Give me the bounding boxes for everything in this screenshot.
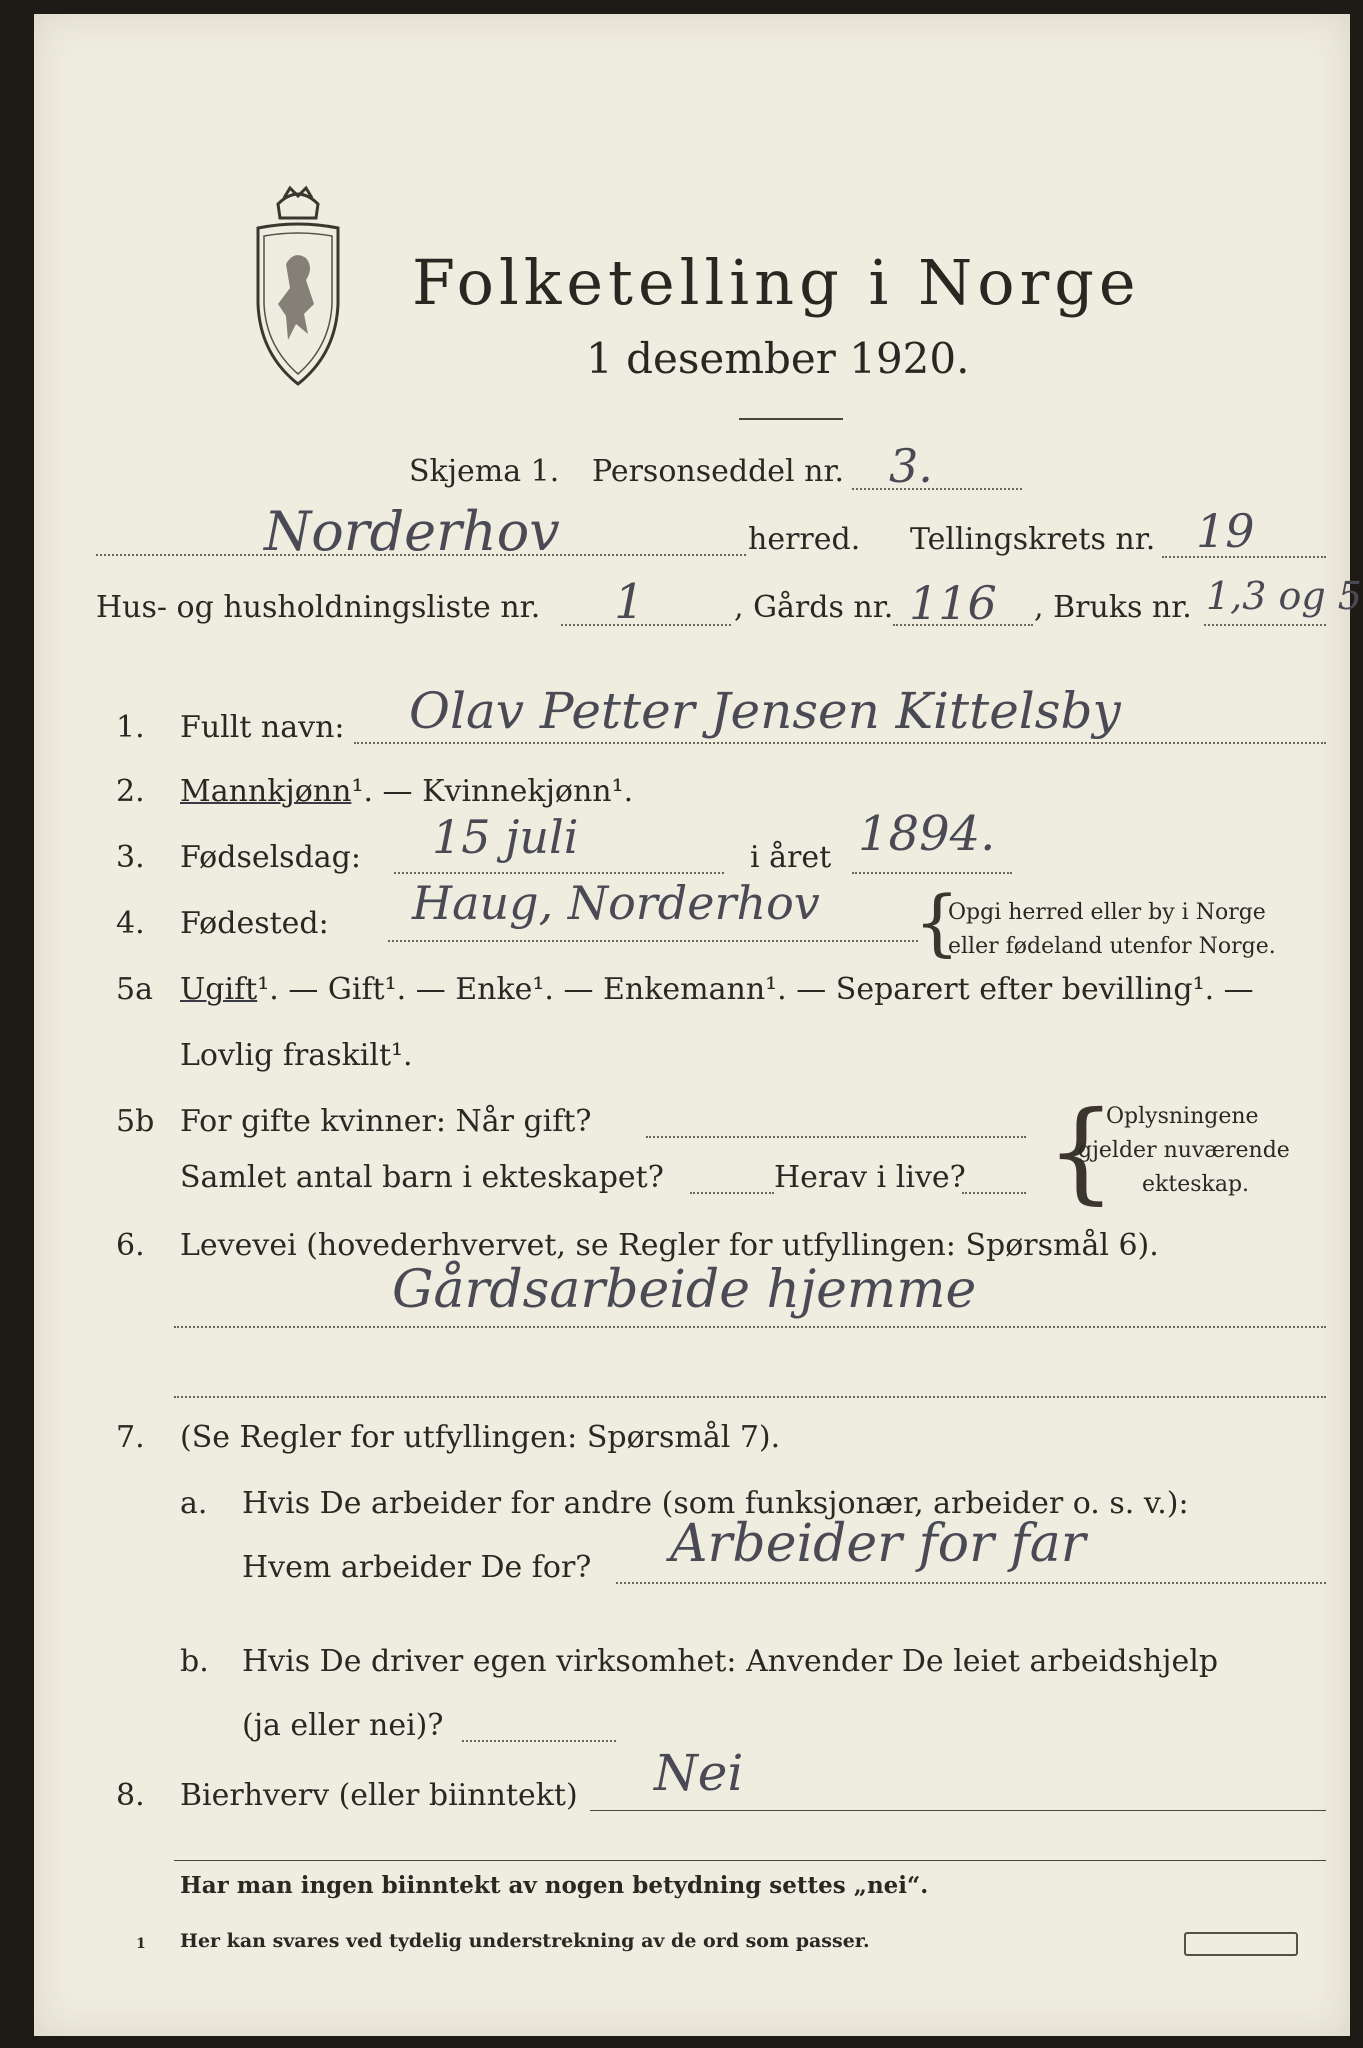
mannkjonn-option[interactable]: Mannkjønn	[180, 774, 352, 809]
personseddel-label: Personseddel nr.	[592, 454, 845, 489]
q7a-letter: a.	[180, 1486, 208, 1521]
footnote-sup: ¹	[611, 774, 624, 809]
q3-number: 3.	[116, 840, 145, 875]
q7b-answer-line	[462, 1740, 616, 1742]
marital-other-options[interactable]: . — Gift¹. — Enke¹. — Enkemann¹. — Separert efter bevilling¹. —	[269, 972, 1254, 1007]
q5b-number: 5b	[116, 1104, 155, 1139]
personseddel-line	[852, 488, 1022, 490]
q5b-note3: ekteskap.	[1142, 1172, 1250, 1197]
q2-separator: . —	[363, 774, 423, 809]
q7a-line2: Hvem arbeider De for?	[242, 1550, 592, 1585]
footnote-sup: ¹	[351, 774, 364, 809]
q2-number: 2.	[116, 774, 145, 809]
herred-label: herred.	[748, 522, 861, 557]
q1-label: Fullt navn:	[180, 710, 345, 745]
q8-answer-line	[590, 1810, 1326, 1811]
q7-number: 7.	[116, 1420, 145, 1455]
ugift-option[interactable]: Ugift	[180, 972, 258, 1007]
q3-year-label: i året	[750, 840, 832, 875]
skjema-label: Skjema 1.	[409, 454, 560, 489]
lovlig-fraskilt-option[interactable]: Lovlig fraskilt¹.	[180, 1038, 413, 1073]
tellingskrets-value[interactable]: 19	[1196, 504, 1255, 558]
q2-sex-options	[180, 774, 633, 809]
side-income-value[interactable]: Nei	[654, 1744, 744, 1802]
birth-year-value[interactable]: 1894.	[858, 806, 996, 862]
q3-year-line	[852, 872, 1012, 874]
q2-end: .	[623, 774, 634, 809]
q4-note-line2: eller fødeland utenfor Norge.	[948, 934, 1276, 959]
footnote-text: Her kan svares ved tydelig understrekning av de ord som passer.	[180, 1930, 870, 1952]
bruks-value[interactable]: 1,3 og 5	[1206, 574, 1362, 618]
q5b-alive-label: Herav i live?	[774, 1160, 966, 1195]
q4-number: 4.	[116, 906, 145, 941]
personseddel-value[interactable]: 3.	[889, 439, 933, 493]
tellingskrets-label: Tellingskrets nr.	[910, 522, 1156, 557]
footnote-marker: 1	[136, 1936, 146, 1952]
occupation-value[interactable]: Gårdsarbeide hjemme	[392, 1260, 977, 1320]
q1-number: 1.	[116, 710, 145, 745]
q6-line2	[174, 1396, 1326, 1398]
q7b-line2: (ja eller nei)?	[242, 1708, 444, 1743]
q7-label: (Se Regler for utfyllingen: Spørsmål 7).	[180, 1420, 781, 1455]
title-rule	[739, 418, 843, 420]
q1-line	[354, 742, 1326, 744]
q4-line	[388, 940, 918, 942]
husliste-label: Hus- og husholdningsliste nr.	[96, 590, 541, 625]
bruks-line	[1204, 624, 1326, 626]
form-date: 1 desember 1920.	[586, 334, 970, 383]
q5b-note2: gjelder nuværende	[1078, 1138, 1290, 1163]
husliste-line	[561, 624, 731, 626]
birthplace-value[interactable]: Haug, Norderhov	[412, 876, 820, 930]
birthday-value[interactable]: 15 juli	[432, 810, 579, 864]
husliste-value[interactable]: 1	[614, 574, 645, 630]
kvinnekjonn-option[interactable]: Kvinnekjønn	[422, 774, 612, 809]
form-title: Folketelling i Norge	[412, 246, 1141, 319]
q5b-children-line	[690, 1192, 774, 1194]
gards-label: , Gårds nr.	[734, 590, 894, 625]
q5b-alive-line	[962, 1192, 1026, 1194]
bruks-label: , Bruks nr.	[1034, 590, 1192, 625]
no-income-note: Har man ingen biinntekt av nogen betydning settes „nei“.	[180, 1872, 929, 1899]
q8-number: 8.	[116, 1778, 145, 1813]
q6-label: Levevei (hovederhvervet, se Regler for utfyllingen: Spørsmål 6).	[180, 1228, 1159, 1263]
q4-note-line1: Opgi herred eller by i Norge	[948, 900, 1266, 925]
q8-second-line	[174, 1860, 1326, 1861]
q7b-line1: Hvis De driver egen virksomhet: Anvender De leiet arbeidshjelp	[242, 1644, 1219, 1679]
q7b-letter: b.	[180, 1644, 209, 1679]
q4-label: Fødested:	[180, 906, 329, 941]
census-form-sheet	[34, 14, 1362, 2036]
q5b-nar-gift-line	[646, 1136, 1026, 1138]
q5b-children-label: Samlet antal barn i ekteskapet?	[180, 1160, 664, 1195]
q5b-note1: Oplysningene	[1106, 1104, 1259, 1129]
q3-day-line	[394, 872, 724, 874]
q5a-number: 5a	[116, 972, 153, 1007]
printer-stamp	[1184, 1932, 1298, 1956]
footnote-sup: ¹	[257, 972, 270, 1007]
full-name-value[interactable]: Olav Petter Jensen Kittelsby	[409, 682, 1121, 740]
q6-number: 6.	[116, 1228, 145, 1263]
q5b-brace: {	[1046, 1087, 1116, 1215]
herred-value[interactable]: Norderhov	[264, 500, 560, 563]
q6-line1	[174, 1326, 1326, 1328]
q7a-answer-line	[616, 1582, 1326, 1584]
q8-label: Bierhverv (eller biinntekt)	[180, 1778, 578, 1813]
q5b-line1: For gifte kvinner: Når gift?	[180, 1104, 592, 1139]
q7a-line1: Hvis De arbeider for andre (som funksjonær, arbeider o. s. v.):	[242, 1486, 1189, 1521]
q3-label: Fødselsdag:	[180, 840, 361, 875]
gards-value[interactable]: 116	[909, 576, 997, 630]
employer-value[interactable]: Arbeider for far	[670, 1514, 1086, 1574]
coat-of-arms-icon	[248, 184, 348, 394]
marital-status-options	[180, 972, 1254, 1007]
q4-brace: {	[914, 880, 960, 964]
